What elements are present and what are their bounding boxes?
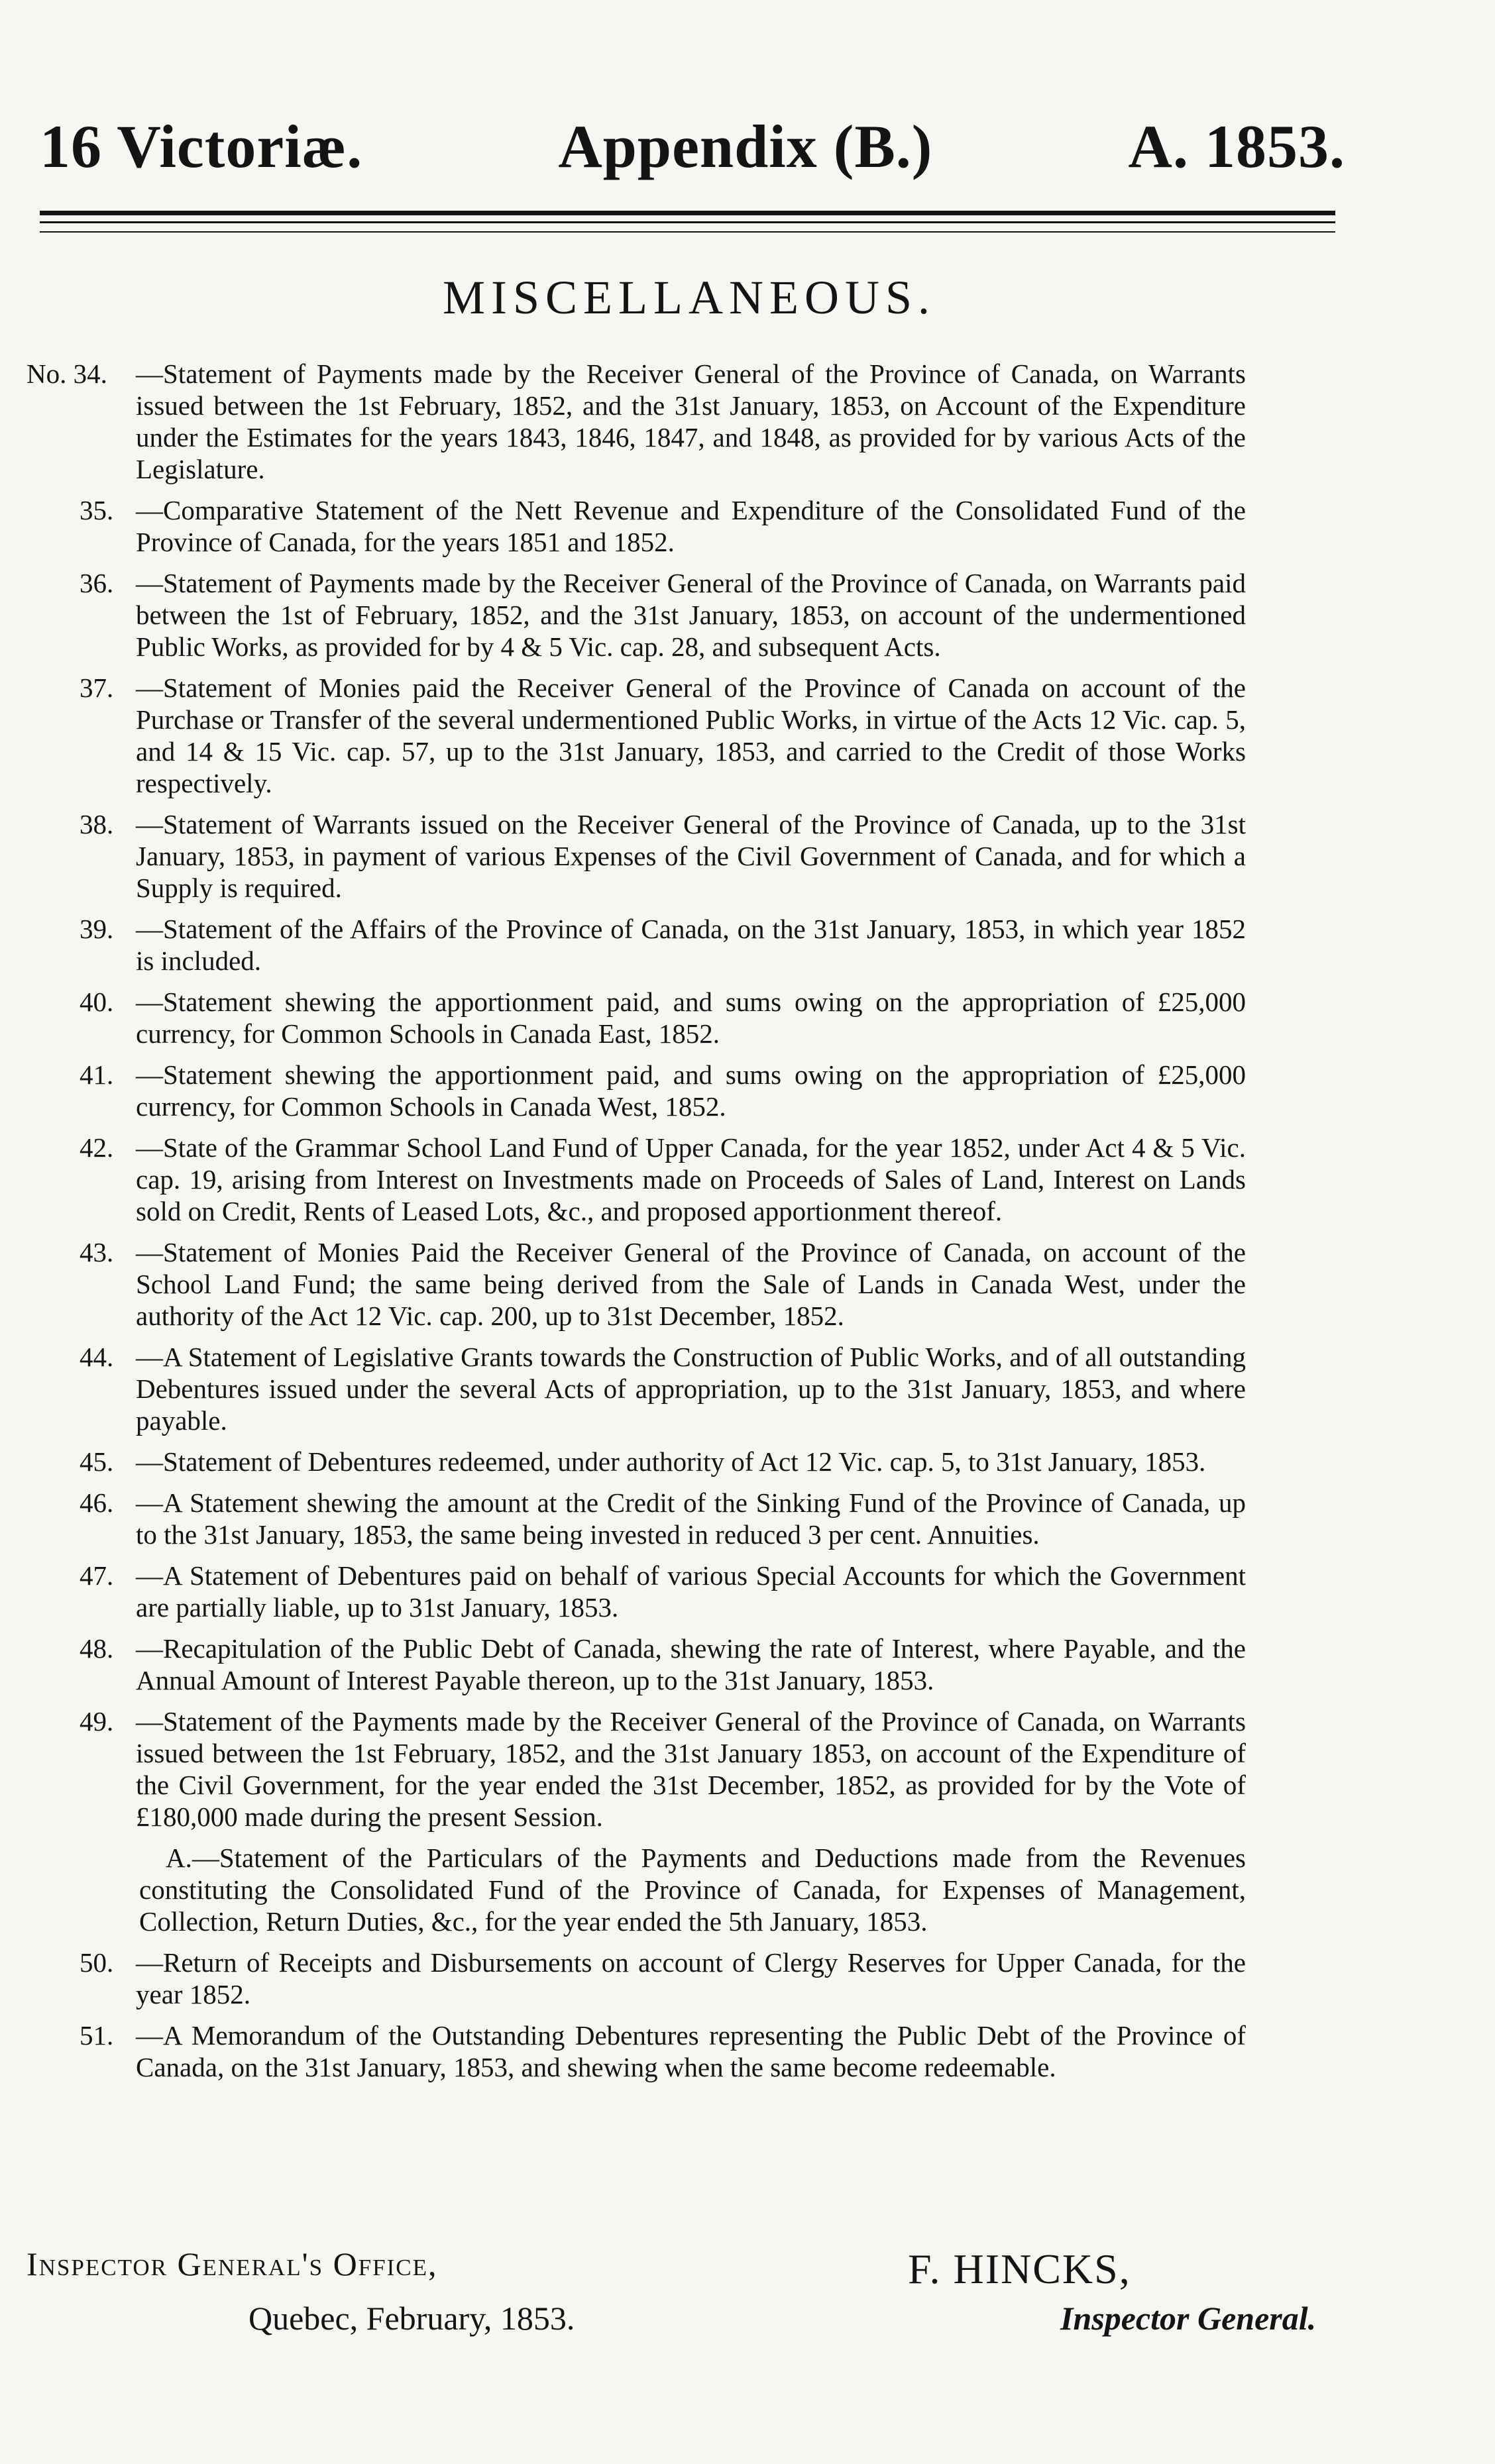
list-item [27,1446,1246,1477]
list-item [27,1560,1246,1623]
list-item [27,808,1246,904]
entry-number: 43. [80,1237,114,1267]
entry-text: —A Memorandum of the Outstanding Debentures representing the Public Debt of the Province of Canada, on the 31st January, 1853, and shewing when the same become redeemable. [136,2020,1246,2082]
entry-text: —A Statement of Debentures paid on behalf of various Special Accounts for which the Government are partially liable, up to 31st January, 1853. [136,1560,1246,1623]
entry-number: 45. [80,1446,114,1477]
entry-text: —Comparative Statement of the Nett Revenue and Expenditure of the Consolidated Fund of the Province of Canada, for the years 1851 and 1852. [136,495,1246,557]
running-header [40,111,1345,182]
header-appendix: Appendix (B.) [558,113,933,180]
entry-text: —A Statement of Legislative Grants towards the Construction of Public Works, and of all outstanding Debentures issued under the several Acts of appropriation, up to the 31st January, 1853, and where payable. [136,1342,1246,1436]
entry-number: No. 34. [27,358,107,389]
entry-number: 50. [80,1947,114,1978]
entry-number: 51. [80,2020,114,2051]
signer-name: F. HINCKS, [908,2245,1131,2292]
entry-text: —Statement of Payments made by the Receiver General of the Province of Canada, on Warrants paid between the 1st of February, 1852, and the 31st January, 1853, on account of the undermentioned Public Works, as provided for by 4 & 5 Vic. cap. 28, and subsequent Acts. [136,568,1246,662]
place-and-date: Quebec, February, 1853. [249,2300,575,2337]
entry-number: 42. [80,1132,114,1163]
entry-text: —Recapitulation of the Public Debt of Canada, shewing the rate of Interest, where Payable, and the Annual Amount of Interest Payable thereon, up to the 31st January, 1853. [136,1633,1246,1695]
list-item [27,913,1246,977]
list-item [27,1633,1246,1696]
entry-text: A.—Statement of the Particulars of the Payments and Deductions made from the Revenues constituting the Consolidated Fund of the Province of Canada, for Expenses of Management, Collection, Return Duties, &c., for the year ended the 5th January, 1853. [139,1843,1246,1937]
entry-text: —Statement shewing the apportionment paid, and sums owing on the appropriation of £25,000 currency, for Common Schools in Canada West, 1852. [136,1059,1246,1122]
list-item [27,1341,1246,1436]
entry-number: 41. [80,1059,114,1090]
header-rule-thin [40,221,1335,223]
entry-text: —Statement shewing the apportionment paid, and sums owing on the appropriation of £25,000 currency, for Common Schools in Canada East, 1852. [136,987,1246,1049]
entry-text: —Statement of the Payments made by the Receiver General of the Province of Canada, on Warrants issued between the 1st February, 1852, and the 31st January 1853, on account of the Expenditure of the Civil Government, for the year ended the 31st December, 1852, as provided for by the Vote of £180,000 made during the present Session. [136,1706,1246,1832]
list-item [27,1132,1246,1227]
entry-number: 37. [80,672,114,703]
entry-text: —Return of Receipts and Disbursements on account of Clergy Reserves for Upper Canada, for the year 1852. [136,1947,1246,2009]
entry-text: —Statement of the Affairs of the Province of Canada, on the 31st January, 1853, in which year 1852 is included. [136,914,1246,976]
entry-list [27,358,1246,2092]
header-rule-thin-lower [40,231,1335,233]
list-item [27,1059,1246,1122]
entry-text: —Statement of Payments made by the Receiver General of the Province of Canada, on Warrants issued between the 1st February, 1852, and the 31st January, 1853, on Account of the Expenditure under the Estimates for the years 1843, 1846, 1847, and 1848, as provided for by various Acts of the Legislature. [136,358,1246,484]
section-title: MISCELLANEOUS. [442,271,936,324]
entry-number: 46. [80,1487,114,1518]
list-item [27,1236,1246,1332]
list-item [27,567,1246,663]
list-item [27,494,1246,558]
header-session-year: A. 1853. [1128,113,1345,180]
entry-number: 47. [80,1560,114,1591]
entry-text: —Statement of Debentures redeemed, under authority of Act 12 Vic. cap. 5, to 31st January, 1853. [136,1446,1206,1477]
entry-number: 36. [80,568,114,598]
entry-text: —Statement of Warrants issued on the Receiver General of the Province of Canada, up to the 31st January, 1853, in payment of various Expenses of the Civil Government of Canada, and for which a Supply is required. [136,809,1246,903]
list-item [27,358,1246,485]
entry-text: —Statement of Monies paid the Receiver General of the Province of Canada on account of the Purchase or Transfer of the several undermentioned Public Works, in virtue of the Acts 12 Vic. cap. 5, and 14 & 15 Vic. cap. 57, up to the 31st January, 1853, and carried to the Credit of those Works respectively. [136,672,1246,798]
entry-text: —A Statement shewing the amount at the Credit of the Sinking Fund of the Province of Canada, up to the 31st January, 1853, the same being invested in reduced 3 per cent. Annuities. [136,1487,1246,1550]
office-name: Inspector General's Office, [27,2245,438,2282]
list-item [27,1487,1246,1550]
list-item [27,1705,1246,1833]
list-sub-item [27,1842,1246,1937]
list-item [27,986,1246,1049]
list-item [27,672,1246,799]
entry-number: 35. [80,495,114,525]
entry-number: 44. [80,1342,114,1372]
entry-text: —State of the Grammar School Land Fund of Upper Canada, for the year 1852, under Act 4 & 5 Vic. cap. 19, arising from Interest on Investments made on Proceeds of Sales of Land, Interest on Lands sold on Credit, Rents of Leased Lots, &c., and proposed apportionment thereof. [136,1132,1246,1226]
entry-number: 48. [80,1633,114,1664]
entry-number: 49. [80,1706,114,1737]
list-item [27,2019,1246,2083]
header-regnal-year: 16 Victoriæ. [40,113,363,180]
entry-text: —Statement of Monies Paid the Receiver General of the Province of Canada, on account of the School Land Fund; the same being derived from the Sale of Lands in Canada West, under the authority of the Act 12 Vic. cap. 200, up to 31st December, 1852. [136,1237,1246,1331]
list-item [27,1947,1246,2010]
entry-number: 38. [80,809,114,839]
header-rule-thick [40,211,1335,215]
entry-number: 40. [80,987,114,1017]
entry-number: 39. [80,914,114,944]
signer-title: Inspector General. [1060,2300,1317,2337]
